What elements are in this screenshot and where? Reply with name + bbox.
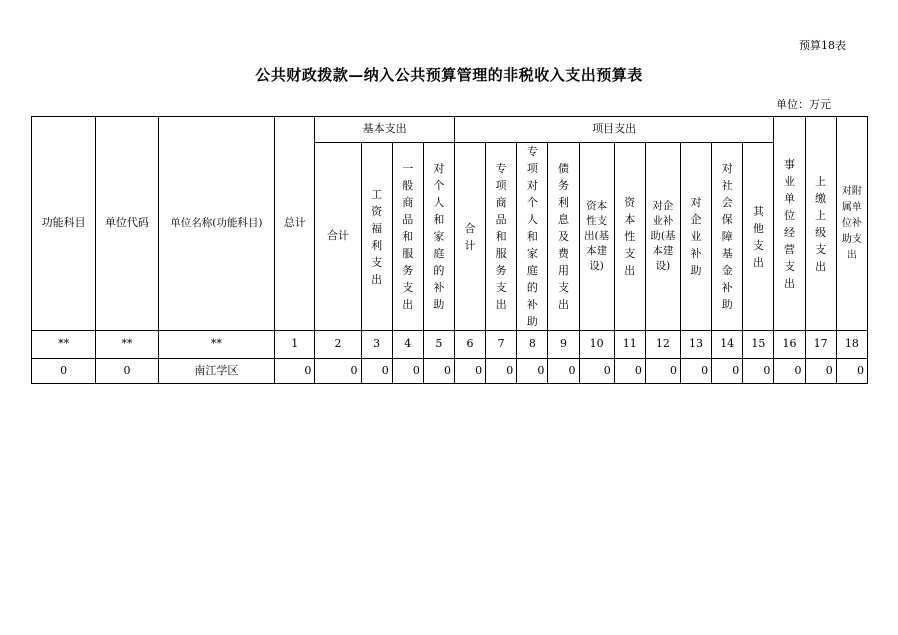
index-cell: 7: [486, 331, 517, 359]
header-xiangmu-col-text: 对社会保障基金补助: [721, 162, 733, 311]
table-cell: 0: [361, 359, 392, 384]
header-xiangmu-col: [743, 143, 774, 331]
table-cell: 0: [517, 359, 548, 384]
header-jiben-col: [423, 143, 454, 331]
index-cell: 16: [774, 331, 805, 359]
header-xiangmu-col-text: 专项对个人和家庭的补助: [526, 145, 538, 328]
index-cell: 5: [423, 331, 454, 359]
index-cell: **: [158, 331, 275, 359]
header-shiye: [774, 117, 805, 331]
header-jiben-col-text: 工资福利支出: [371, 187, 383, 286]
header-jiben: 基本支出: [315, 117, 455, 143]
table-cell: 南江学区: [158, 359, 275, 384]
index-cell: 15: [743, 331, 774, 359]
table-cell: 0: [645, 359, 680, 384]
index-cell: 10: [579, 331, 614, 359]
header-xiangmu-col: [548, 143, 579, 331]
table-row: [32, 359, 868, 384]
header-jiben-col: 合计: [315, 143, 361, 331]
index-cell: 18: [836, 331, 867, 359]
table-cell: 0: [712, 359, 743, 384]
header-xiangmu-col: [645, 143, 680, 331]
header-xiangmu-col-text: 合计: [464, 221, 476, 252]
table-cell: 0: [680, 359, 711, 384]
table-cell: 0: [454, 359, 485, 384]
table-cell: 0: [96, 359, 158, 384]
form-number: 预算18表: [799, 39, 846, 52]
header-xiangmu-col-text: 资本性支出: [624, 196, 636, 277]
table-cell: 0: [32, 359, 96, 384]
header-xiangmu-col-text: 其他支出: [752, 204, 764, 269]
header-jiben-col: [361, 143, 392, 331]
table-cell: 0: [548, 359, 579, 384]
table-cell: 0: [836, 359, 867, 384]
header-xiangmu-col: [579, 143, 614, 331]
table-cell: 0: [614, 359, 645, 384]
index-row: [32, 331, 868, 359]
header-xiangmu-col: [454, 143, 485, 331]
header-xiangmu-col-text: 对企业补助: [690, 196, 702, 277]
unit-label: 单位：万元: [776, 98, 831, 111]
index-cell: **: [32, 331, 96, 359]
index-cell: 6: [454, 331, 485, 359]
table-cell: 0: [774, 359, 805, 384]
header-shiye-text: 事业单位经营支出: [783, 157, 795, 290]
header-jiben-col-text: 对个人和家庭的补助: [433, 162, 445, 311]
index-cell: 1: [275, 331, 315, 359]
page-title: 公共财政拨款—纳入公共预算管理的非税收入支出预算表: [255, 66, 643, 84]
table-cell: 0: [392, 359, 423, 384]
index-cell: 3: [361, 331, 392, 359]
header-fushu-text: 对附属单位补助支出: [841, 185, 862, 261]
header-xiangmu-col-text: 对企业补助(基本建设): [650, 200, 676, 272]
index-cell: 11: [614, 331, 645, 359]
table-cell: 0: [743, 359, 774, 384]
index-cell: 13: [680, 331, 711, 359]
header-danwei-name: 单位名称(功能科目): [158, 117, 275, 331]
index-cell: 17: [805, 331, 836, 359]
header-xiangmu-col: [517, 143, 548, 331]
index-cell: 4: [392, 331, 423, 359]
table-cell: 0: [275, 359, 315, 384]
header-gongneng: 功能科目: [32, 117, 96, 331]
header-jiben-col: [392, 143, 423, 331]
index-cell: 12: [645, 331, 680, 359]
header-xiangmu-col: [680, 143, 711, 331]
header-shangjiao-text: 上缴上级支出: [815, 174, 827, 273]
header-danwei-code: 单位代码: [96, 117, 158, 331]
table-cell: 0: [579, 359, 614, 384]
header-xiangmu-col-text: 专项商品和服务支出: [495, 162, 507, 311]
header-xiangmu: 项目支出: [454, 117, 773, 143]
index-cell: **: [96, 331, 158, 359]
header-xiangmu-col-text: 债务利息及费用支出: [557, 162, 569, 311]
header-xiangmu-col: [614, 143, 645, 331]
header-xiangmu-col: [486, 143, 517, 331]
header-jiben-col-text: 一般商品和服务支出: [402, 162, 414, 311]
budget-table: [31, 116, 868, 384]
header-shangjiao: [805, 117, 836, 331]
table-cell: 0: [486, 359, 517, 384]
index-cell: 2: [315, 331, 361, 359]
index-cell: 8: [517, 331, 548, 359]
index-cell: 14: [712, 331, 743, 359]
table-cell: 0: [315, 359, 361, 384]
header-xiangmu-col-text: 资本性支出(基本建设): [584, 200, 610, 272]
table-cell: 0: [805, 359, 836, 384]
header-xiangmu-col: [712, 143, 743, 331]
header-fushu: [836, 117, 867, 331]
header-row-1: [32, 117, 868, 143]
table-cell: 0: [423, 359, 454, 384]
header-zongji: 总计: [275, 117, 315, 331]
index-cell: 9: [548, 331, 579, 359]
